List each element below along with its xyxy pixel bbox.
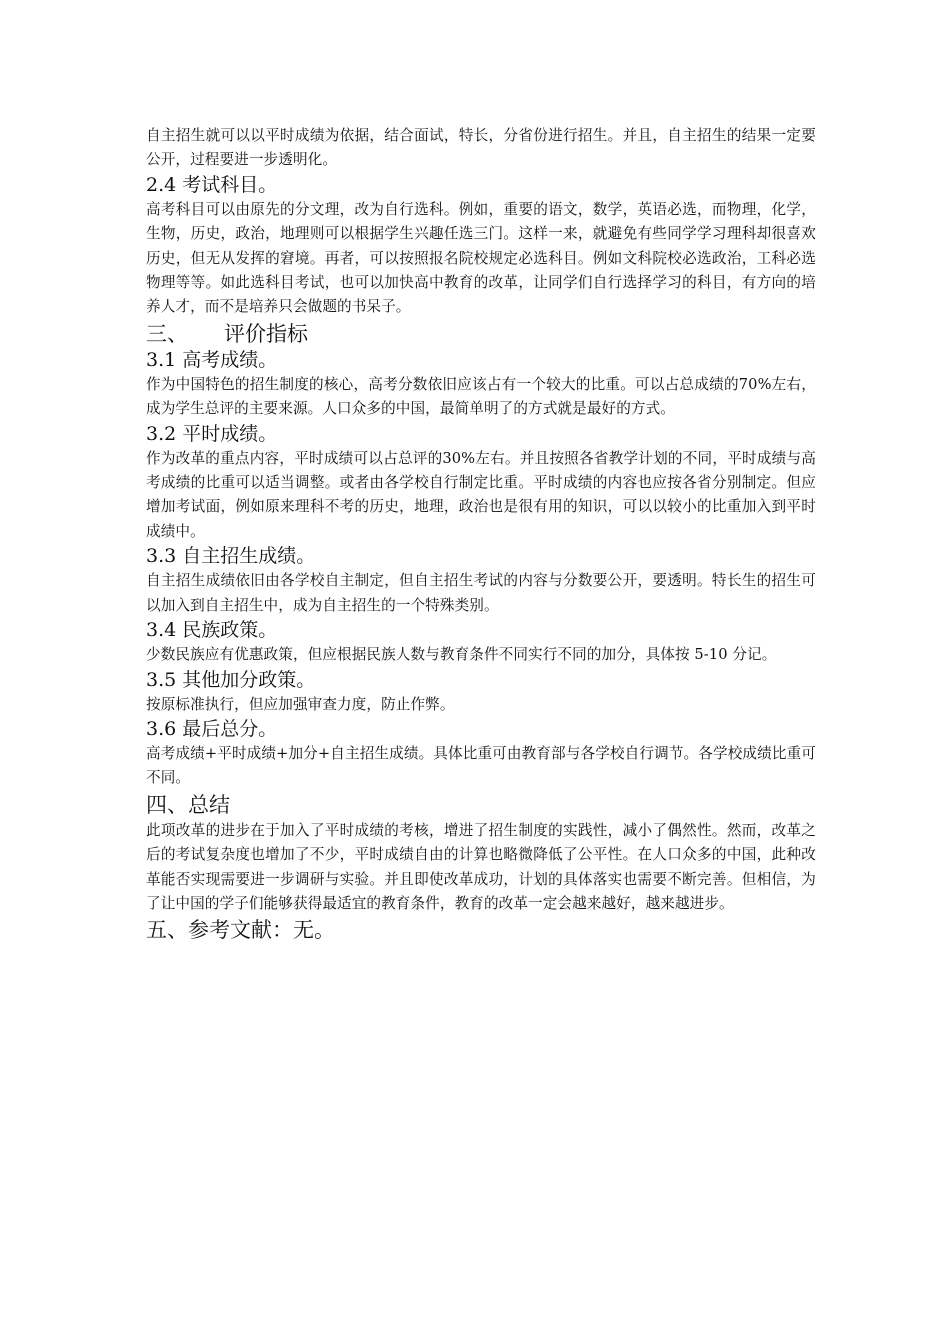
- paragraph-3-2: 作为改革的重点内容，平时成绩可以占总评的30%左右。并且按照各省教学计划的不同，平时成绩与高考成绩的比重可以适当调整。或者由各学校自行制定比重。平时成绩的内容也应按各省分别制定。但应增加考试面，例如原来理科不考的历史，地理，政治也是很有用的知识，可以以较小的比重加入到平时成绩中。: [146, 449, 816, 540]
- heading-section-3: [146, 320, 816, 348]
- heading-3-4: 3.4 民族政策。: [146, 619, 278, 642]
- document-page: [146, 124, 816, 944]
- heading-3-6: 3.6 最后总分。: [146, 717, 278, 740]
- heading-section-3-text: 评价指标: [224, 321, 308, 346]
- paragraph-2-4: 高考科目可以由原先的分文理，改为自行选科。例如，重要的语文，数学，英语必选，而物理，化学，生物，历史，政治，地理则可以根据学生兴趣任选三门。这样一来，就避免有些同学学习理科却很喜欢历史，但无从发挥的窘境。再者，可以按照报名院校规定必选科目。例如文科院校必选政治，工科必选物理等等。如此选科目考试，也可以加快高中教育的改革，让同学们自行选择学习的科目，有方向的培养人才，而不是培养只会做题的书呆子。: [146, 200, 816, 316]
- paragraph-3-3: 自主招生成绩依旧由各学校自主制定，但自主招生考试的内容与分数要公开，要透明。特长生的招生可以加入到自主招生中，成为自主招生的一个特殊类别。: [146, 572, 816, 614]
- paragraph-section-4: 此项改革的进步在于加入了平时成绩的考核，增进了招生制度的实践性，减小了偶然性。然而，改革之后的考试复杂度也增加了不少，平时成绩自由的计算也略微降低了公平性。在人口众多的中国，此种改革能否实现需要进一步调研与实验。并且即使改革成功，计划的具体落实也需要不断完善。但相信，为了让中国的学子们能够获得最适宜的教育条件，教育的改革一定会越来越好，越来越进步。: [146, 821, 816, 912]
- heading-section-3-number: 三、: [146, 321, 188, 346]
- heading-3-1: 3.1 高考成绩。: [146, 348, 278, 371]
- paragraph-3-5: 按原标准执行，但应加强审查力度，防止作弊。: [146, 695, 455, 713]
- paragraph-3-4: 少数民族应有优惠政策，但应根据民族人数与教育条件不同实行不同的加分，具体按 5-10 分记。: [146, 646, 777, 664]
- heading-2-4: 2.4 考试科目。: [146, 173, 278, 196]
- paragraph-intro: 自主招生就可以以平时成绩为依据，结合面试，特长，分省份进行招生。并且，自主招生的结果一定要公开，过程要进一步透明化。: [146, 127, 816, 169]
- heading-3-5: 3.5 其他加分政策。: [146, 668, 316, 691]
- heading-section-4: 四、总结: [146, 792, 230, 817]
- heading-section-5: 五、参考文献：无。: [146, 918, 335, 943]
- paragraph-3-6: 高考成绩+平时成绩+加分+自主招生成绩。具体比重可由教育部与各学校自行调节。各学校成绩比重可不同。: [146, 744, 816, 787]
- heading-3-2: 3.2 平时成绩。: [146, 422, 278, 445]
- heading-3-3: 3.3 自主招生成绩。: [146, 545, 316, 568]
- paragraph-3-1: 作为中国特色的招生制度的核心，高考分数依旧应该占有一个较大的比重。可以占总成绩的70%左右，成为学生总评的主要来源。人口众多的中国，最简单明了的方式就是最好的方式。: [146, 375, 816, 418]
